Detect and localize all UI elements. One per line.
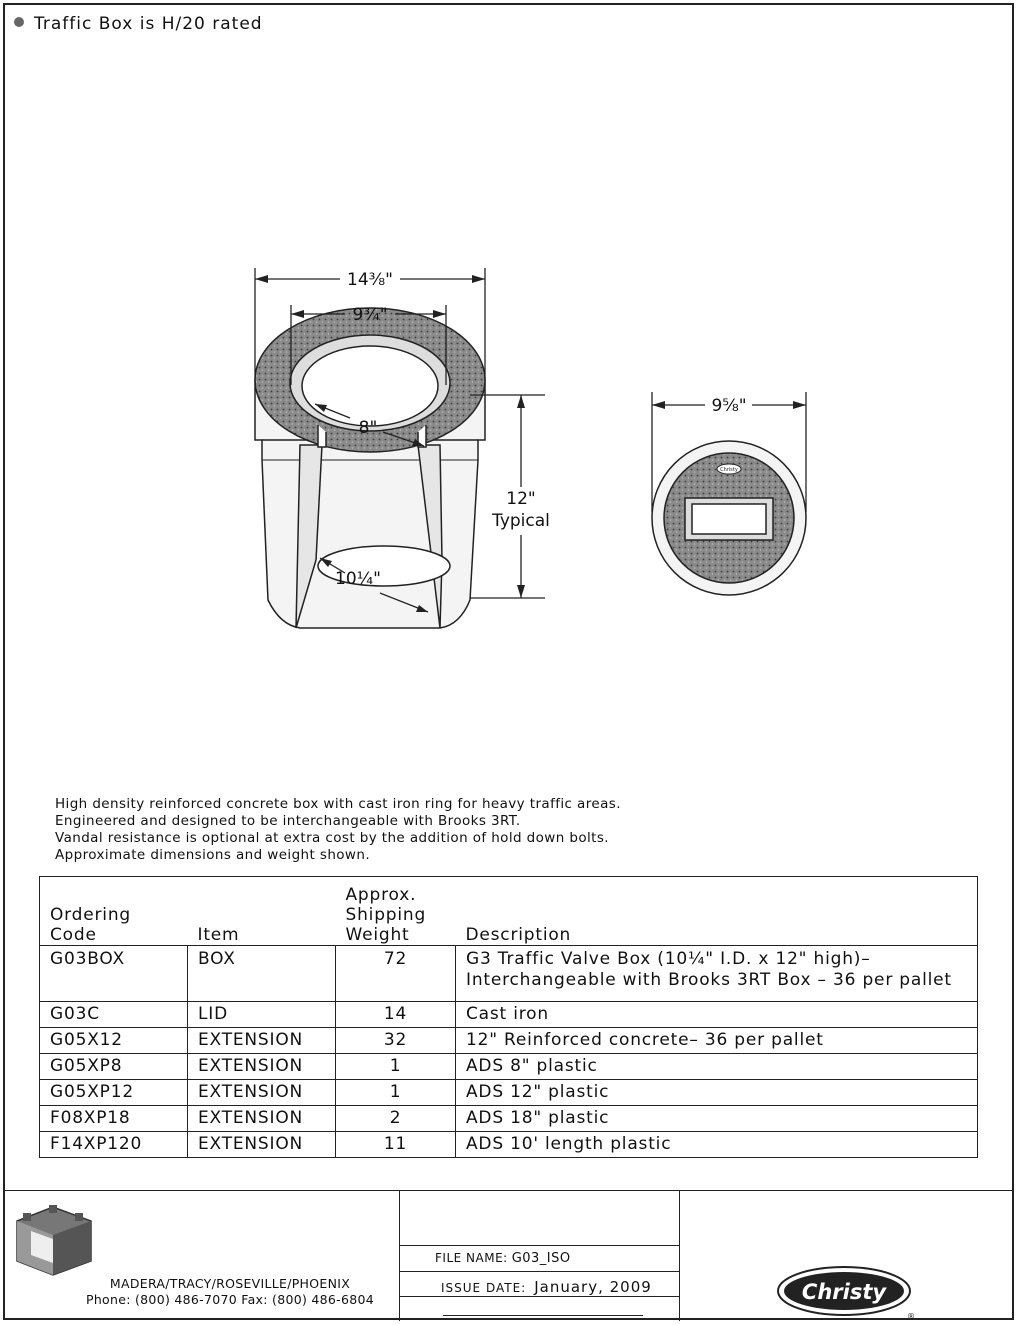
cell-description: ADS 12" plastic (456, 1080, 978, 1106)
description-line: High density reinforced concrete box with cast iron ring for heavy traffic areas. (55, 796, 621, 812)
cell-description: 12" Reinforced concrete– 36 per pallet (456, 1028, 978, 1054)
cell-code: G05X12 (40, 1028, 188, 1054)
rating-note-text: Traffic Box is H/20 rated (34, 14, 263, 34)
header-weight: Approx. Shipping Weight (336, 877, 456, 946)
table-row (40, 1106, 978, 1132)
cell-weight: 2 (336, 1106, 456, 1132)
cell-item: EXTENSION (188, 1080, 336, 1106)
dim-outer-top: 14⅜" (347, 270, 393, 290)
cell-weight: 72 (336, 946, 456, 1002)
dim-inner-top: 9¾" (352, 305, 388, 325)
table-row (40, 946, 978, 1002)
cell-code: G03C (40, 1002, 188, 1028)
cell-code: G05XP12 (40, 1080, 188, 1106)
christy-brand-logo (777, 1265, 917, 1321)
dim-bottom-id: 10¼" (335, 569, 381, 589)
cell-weight: 14 (336, 1002, 456, 1028)
table-row (40, 1002, 978, 1028)
title-block (5, 1190, 1014, 1321)
title-block-rule (399, 1296, 679, 1297)
product-description (55, 796, 621, 864)
description-line: Engineered and designed to be interchangeable with Brooks 3RT. (55, 813, 521, 829)
dim-inner-ring: 8" (358, 418, 378, 438)
description-line: Approximate dimensions and weight shown. (55, 847, 371, 863)
dim-height-value: 12" (506, 489, 536, 509)
cell-weight: 1 (336, 1080, 456, 1106)
cell-description: G3 Traffic Valve Box (10¼" I.D. x 12" high)– Interchangeable with Brooks 3RT Box – 36 per pallet (456, 946, 978, 1002)
cell-item: LID (188, 1002, 336, 1028)
cell-code: F08XP18 (40, 1106, 188, 1132)
company-locations: MADERA/TRACY/ROSEVILLE/PHOENIX (109, 1276, 351, 1291)
company-logo-icon (13, 1203, 95, 1279)
table-row (40, 1054, 978, 1080)
cell-description: ADS 10' length plastic (456, 1132, 978, 1158)
brand-name: Christy (801, 1280, 887, 1304)
cell-description: Cast iron (456, 1002, 978, 1028)
title-block-divider (399, 1191, 400, 1321)
cell-item: BOX (188, 946, 336, 1002)
cell-item: EXTENSION (188, 1028, 336, 1054)
cell-item: EXTENSION (188, 1106, 336, 1132)
lid-logo-text: Christy (720, 467, 738, 473)
cell-code: G03BOX (40, 946, 188, 1002)
description-line: Vandal resistance is optional at extra cost by the addition of hold down bolts. (55, 830, 609, 846)
cell-item: EXTENSION (188, 1132, 336, 1158)
company-address (65, 1276, 395, 1308)
header-ordering-code: Ordering Code (40, 877, 188, 946)
cell-code: G05XP8 (40, 1054, 188, 1080)
title-block-rule (399, 1245, 679, 1246)
dim-lid-diameter: 9⅝" (711, 396, 747, 416)
signature-line (443, 1315, 643, 1316)
header-item: Item (188, 877, 336, 946)
dim-height-note: Typical (492, 511, 550, 531)
ordering-table (39, 876, 978, 1158)
cell-weight: 1 (336, 1054, 456, 1080)
table-row (40, 1080, 978, 1106)
cell-code: F14XP120 (40, 1132, 188, 1158)
cell-description: ADS 18" plastic (456, 1106, 978, 1132)
company-phone: Phone: (800) 486-7070 Fax: (800) 486-6804 (86, 1292, 374, 1307)
cell-weight: 32 (336, 1028, 456, 1054)
cell-description: ADS 8" plastic (456, 1054, 978, 1080)
title-block-divider (679, 1191, 680, 1321)
cell-weight: 11 (336, 1132, 456, 1158)
issue-date: ISSUE DATE: January, 2009 (441, 1278, 652, 1296)
file-name: FILE NAME: G03_ISO (435, 1251, 571, 1266)
table-row (40, 1028, 978, 1054)
header-description: Description (456, 877, 978, 946)
lid-illustration (652, 441, 806, 595)
cell-item: EXTENSION (188, 1054, 336, 1080)
title-block-rule (399, 1271, 679, 1272)
table-header-row (40, 877, 978, 946)
table-row (40, 1132, 978, 1158)
registered-mark: ® (907, 1312, 915, 1321)
